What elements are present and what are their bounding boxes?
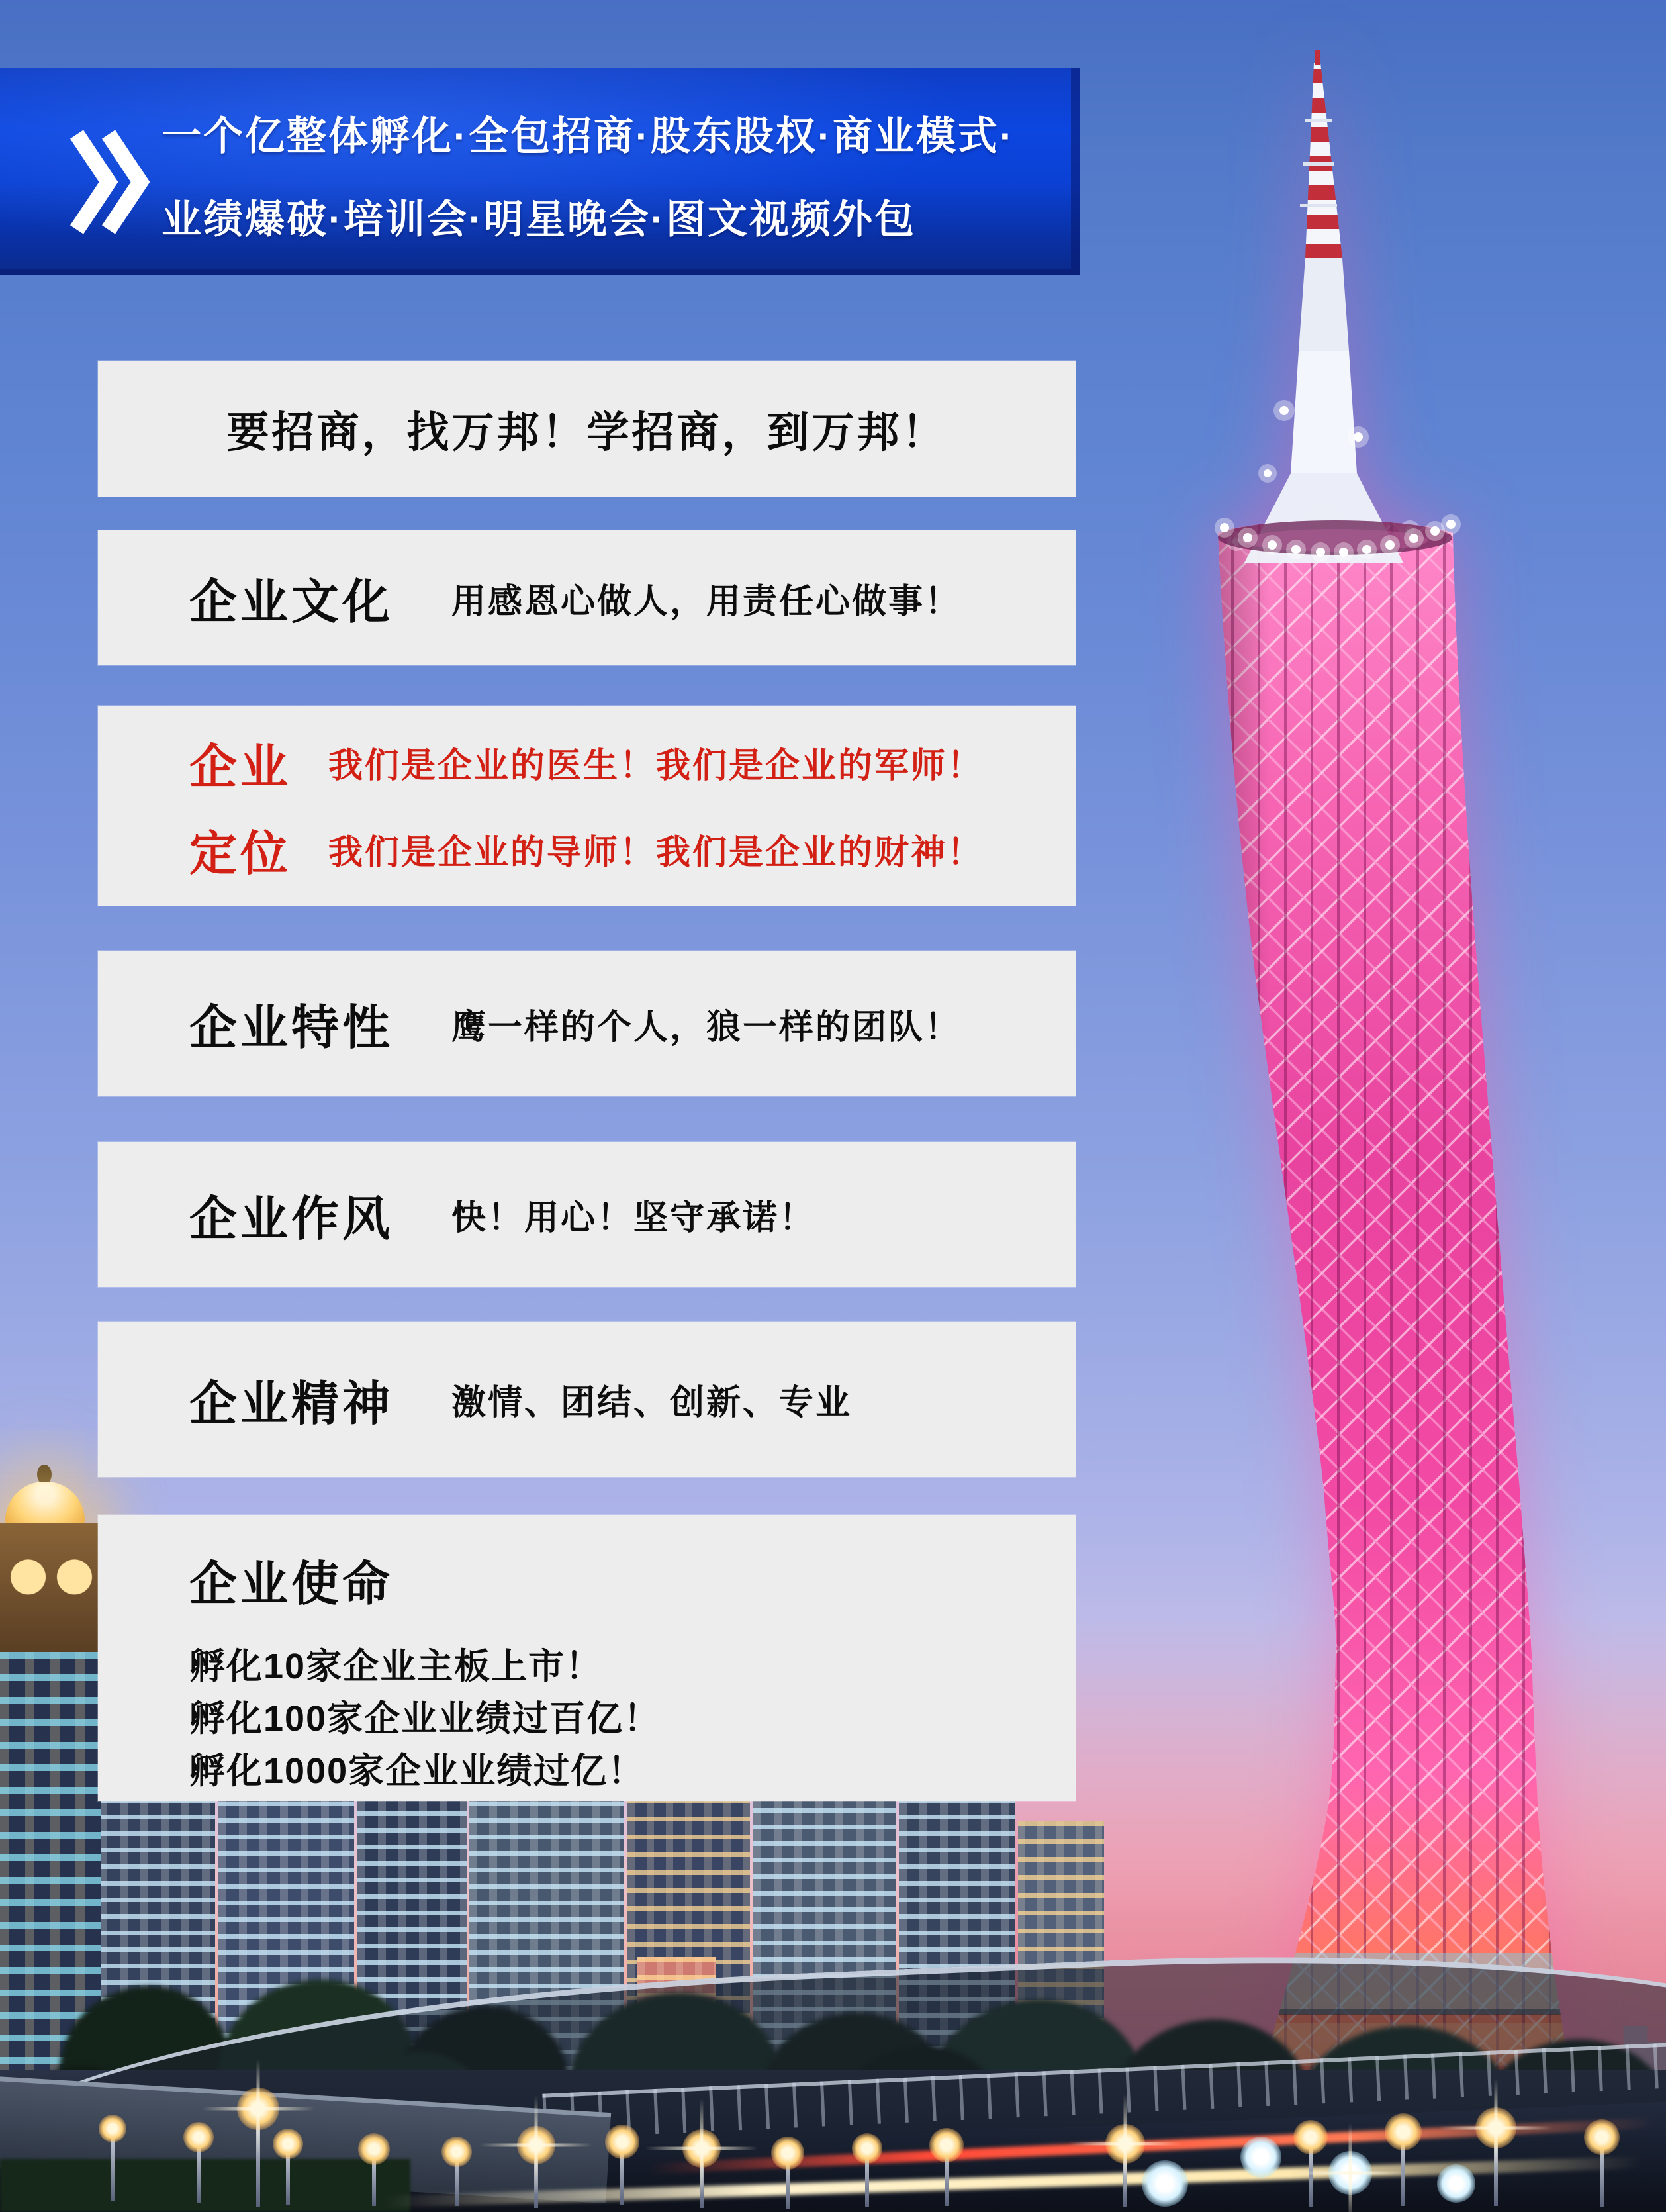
section-text: 快！用心！坚守承诺！	[451, 1199, 816, 1237]
section-title: 企业使命	[189, 1558, 394, 1611]
mission-goal: 孵化10家企业主板上市！	[189, 1647, 603, 1686]
banner-line-2: 业绩爆破·培训会·明星晚会·图文视频外包	[162, 197, 916, 242]
section-title: 企业特性	[189, 1002, 394, 1055]
mission-goal: 孵化100家企业业绩过百亿！	[189, 1699, 661, 1739]
section-title: 企业精神	[189, 1377, 394, 1431]
section-title: 企业文化	[189, 576, 394, 629]
slogan-text: 要招商，找万邦！学招商，到万邦！	[226, 408, 947, 456]
section-mission-panel	[98, 1515, 1076, 1801]
section-text-line2: 我们是企业的导师！我们是企业的财神！	[328, 834, 984, 872]
double-chevron-icon	[70, 129, 150, 235]
mission-goal: 孵化1000家企业业绩过亿！	[189, 1751, 645, 1791]
section-title-line1: 企业	[189, 740, 292, 794]
canton-tower-illustration	[1125, 40, 1666, 2212]
section-title-line2: 定位	[189, 827, 292, 881]
section-text: 激情、团结、创新、专业	[451, 1384, 853, 1422]
banner-line-1: 一个亿整体孵化·全包招商·股东股权·商业模式·	[162, 114, 1015, 158]
section-spirit-panel	[98, 1322, 1076, 1477]
section-text: 用感恩心做人，用责任心做事！	[451, 582, 962, 621]
tower-lattice-body	[1191, 503, 1628, 2212]
section-title: 企业作风	[189, 1192, 394, 1246]
banner-text	[162, 95, 1015, 262]
section-culture-panel	[98, 530, 1076, 665]
section-traits-panel	[98, 951, 1076, 1096]
mission-goal-list	[189, 1641, 1076, 1798]
section-text: 鹰一样的个人，狼一样的团队！	[451, 1008, 962, 1047]
section-text-line1: 我们是企业的医生！我们是企业的军师！	[328, 747, 984, 785]
slogan-panel	[98, 361, 1076, 497]
section-style-panel	[98, 1142, 1076, 1287]
tower-antenna	[1227, 50, 1420, 563]
top-banner	[0, 68, 1080, 275]
section-positioning-panel	[98, 706, 1076, 906]
